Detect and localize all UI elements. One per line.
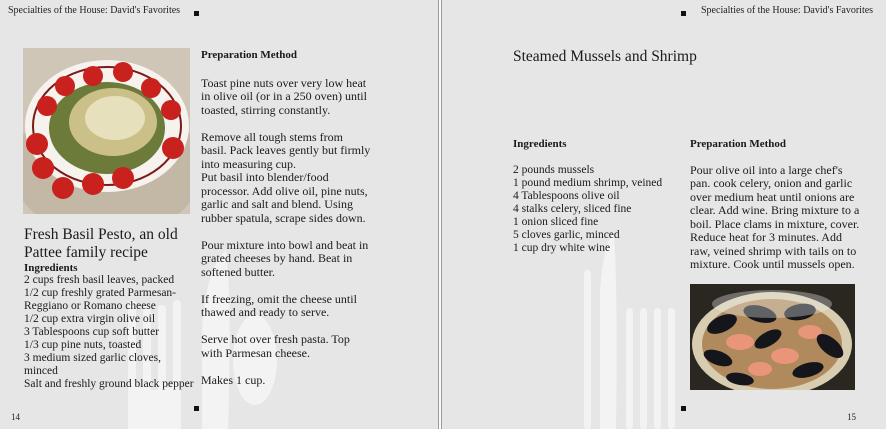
mussels-shrimp-photo xyxy=(690,284,855,390)
page-number: 15 xyxy=(847,412,856,422)
list-item: 1 pound medium shrimp, veined xyxy=(513,177,663,189)
list-item: 5 cloves garlic, minced xyxy=(513,229,620,241)
list-item: 1 onion sliced fine xyxy=(513,216,599,228)
recipe-title: Steamed Mussels and Shrimp xyxy=(513,48,697,65)
list-item: 4 stalks celery, sliced fine xyxy=(513,203,632,215)
method-heading: Preparation Method xyxy=(201,49,298,61)
method-paragraph: Pour olive oil into a large chef's pan. cook celery, onion and garlic over medium heat until onions are clear. Add wine. Bring mixture to a boil. Place clams in mixture, cover. Reduce heat for 3 minutes. Add raw, veined shrimp with tails on to mixture. Cook until mussels open. xyxy=(690,162,860,271)
corner-marker xyxy=(194,11,199,16)
mussels-shrimp-photo-icon xyxy=(690,284,855,390)
corner-marker xyxy=(194,406,199,411)
ingredients-heading: Ingredients xyxy=(24,262,78,274)
page-number: 14 xyxy=(11,412,20,422)
method-paragraph: Serve hot over fresh pasta. Top with Parmesan cheese. xyxy=(201,332,350,360)
method-paragraph: Makes 1 cup. xyxy=(201,372,266,387)
list-item: 1/3 cup pine nuts, toasted xyxy=(24,339,142,351)
method-paragraph: Put basil into blender/food processor. Add olive oil, pine nuts, garlic and salt and blend. Using rubber spatula, scrape sides down. xyxy=(201,170,368,225)
list-item: 2 cups fresh basil leaves, packed xyxy=(24,274,175,286)
ingredients-list xyxy=(24,274,204,391)
list-item: Reggiano or Romano cheese xyxy=(24,300,156,312)
method-paragraph: If freezing, omit the cheese until thawed and ready to serve. xyxy=(201,291,357,319)
list-item: 2 pounds mussels xyxy=(513,164,595,176)
running-head: Specialties of the House: David's Favorites xyxy=(701,5,874,16)
list-item: 3 Tablespoons cup soft butter xyxy=(24,326,160,338)
ingredients-list xyxy=(513,164,683,255)
pesto-pasta-photo xyxy=(23,48,190,214)
method-column xyxy=(690,138,862,272)
left-page xyxy=(0,0,438,429)
corner-marker xyxy=(681,11,686,16)
list-item: 3 medium sized garlic cloves, xyxy=(24,352,162,364)
method-column xyxy=(201,49,371,401)
method-paragraph: Remove all tough stems from basil. Pack leaves gently but firmly into measuring cup. xyxy=(201,129,371,171)
corner-marker xyxy=(681,406,686,411)
method-heading: Preparation Method xyxy=(690,138,787,150)
recipe-title: Fresh Basil Pesto, an old Pattee family recipe xyxy=(24,226,178,261)
method-paragraph: Toast pine nuts over very low heat in olive oil (or in a 250 oven) until toasted, stirring constantly. xyxy=(201,75,367,117)
method-paragraph: Pour mixture into bowl and beat in grated cheeses by hand. Beat in softened butter. xyxy=(201,237,369,279)
ingredients-heading: Ingredients xyxy=(513,138,567,150)
list-item: 1/2 cup extra virgin olive oil xyxy=(24,313,156,325)
list-item: Salt and freshly ground black pepper xyxy=(24,378,194,390)
list-item: 1/2 cup freshly grated Parmesan- xyxy=(24,287,177,299)
right-page xyxy=(442,0,886,429)
list-item: 4 Tablespoons olive oil xyxy=(513,190,620,202)
list-item: 1 cup dry white wine xyxy=(513,242,611,254)
list-item: minced xyxy=(24,365,58,377)
running-head: Specialties of the House: David's Favorites xyxy=(8,5,181,16)
pesto-pasta-photo-icon xyxy=(23,48,190,214)
